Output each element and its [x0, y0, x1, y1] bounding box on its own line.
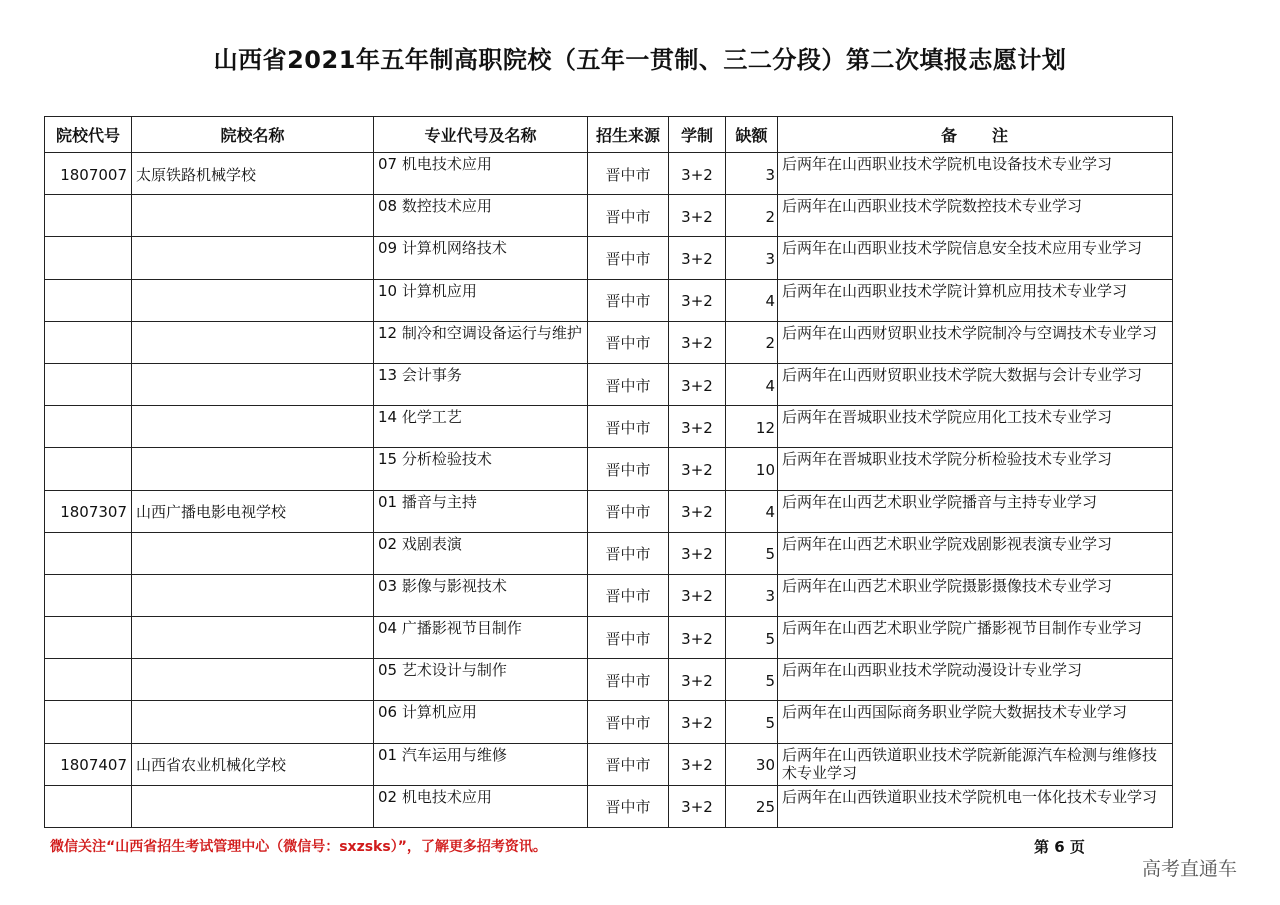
- school-name-cell: [132, 532, 374, 574]
- school-code-cell: [45, 448, 132, 490]
- school-code-cell: [45, 195, 132, 237]
- source-cell: 晋中市: [588, 363, 669, 405]
- header-note: 备 注: [778, 117, 1173, 153]
- length-cell: 3+2: [669, 363, 726, 405]
- source-cell: 晋中市: [588, 617, 669, 659]
- major-cell: 01 播音与主持: [374, 490, 588, 532]
- length-cell: 3+2: [669, 532, 726, 574]
- length-cell: 3+2: [669, 785, 726, 827]
- vacancy-cell: 3: [726, 153, 778, 195]
- school-code-cell: [45, 701, 132, 743]
- length-cell: 3+2: [669, 237, 726, 279]
- note-cell: 后两年在山西财贸职业技术学院大数据与会计专业学习: [778, 363, 1173, 405]
- table-header-row: [45, 117, 1173, 153]
- source-cell: 晋中市: [588, 321, 669, 363]
- note-cell: 后两年在山西铁道职业技术学院新能源汽车检测与维修技术专业学习: [778, 743, 1173, 785]
- major-cell: 10 计算机应用: [374, 279, 588, 321]
- header-vacancy: 缺额: [726, 117, 778, 153]
- school-name-cell: [132, 237, 374, 279]
- school-name-cell: 山西广播电影电视学校: [132, 490, 374, 532]
- note-cell: 后两年在山西职业技术学院数控技术专业学习: [778, 195, 1173, 237]
- length-cell: 3+2: [669, 448, 726, 490]
- note-cell: 后两年在山西铁道职业技术学院机电一体化技术专业学习: [778, 785, 1173, 827]
- table-row: [45, 785, 1173, 827]
- table-row: [45, 406, 1173, 448]
- vacancy-cell: 5: [726, 701, 778, 743]
- school-code-cell: [45, 659, 132, 701]
- school-code-cell: [45, 321, 132, 363]
- note-cell: 后两年在山西职业技术学院计算机应用技术专业学习: [778, 279, 1173, 321]
- vacancy-cell: 5: [726, 617, 778, 659]
- school-code-cell: [45, 279, 132, 321]
- school-code-cell: [45, 532, 132, 574]
- source-cell: 晋中市: [588, 701, 669, 743]
- source-cell: 晋中市: [588, 785, 669, 827]
- vacancy-cell: 3: [726, 237, 778, 279]
- school-name-cell: [132, 448, 374, 490]
- school-code-cell: 1807307: [45, 490, 132, 532]
- vacancy-cell: 5: [726, 659, 778, 701]
- note-cell: 后两年在山西艺术职业学院戏剧影视表演专业学习: [778, 532, 1173, 574]
- header-source: 招生来源: [588, 117, 669, 153]
- table-row: [45, 617, 1173, 659]
- major-cell: 12 制冷和空调设备运行与维护: [374, 321, 588, 363]
- page-number: 第 6 页: [1034, 838, 1085, 856]
- length-cell: 3+2: [669, 574, 726, 616]
- note-cell: 后两年在山西艺术职业学院广播影视节目制作专业学习: [778, 617, 1173, 659]
- length-cell: 3+2: [669, 406, 726, 448]
- school-name-cell: 太原铁路机械学校: [132, 153, 374, 195]
- school-name-cell: 山西省农业机械化学校: [132, 743, 374, 785]
- note-cell: 后两年在山西艺术职业学院播音与主持专业学习: [778, 490, 1173, 532]
- school-name-cell: [132, 406, 374, 448]
- school-code-cell: [45, 617, 132, 659]
- length-cell: 3+2: [669, 153, 726, 195]
- school-name-cell: [132, 195, 374, 237]
- major-cell: 02 戏剧表演: [374, 532, 588, 574]
- note-cell: 后两年在晋城职业技术学院分析检验技术专业学习: [778, 448, 1173, 490]
- school-code-cell: 1807407: [45, 743, 132, 785]
- school-name-cell: [132, 279, 374, 321]
- note-cell: 后两年在晋城职业技术学院应用化工技术专业学习: [778, 406, 1173, 448]
- table-row: [45, 448, 1173, 490]
- watermark: 高考直通车: [1142, 858, 1238, 880]
- source-cell: 晋中市: [588, 406, 669, 448]
- major-cell: 06 计算机应用: [374, 701, 588, 743]
- header-school-code: 院校代号: [45, 117, 132, 153]
- note-cell: 后两年在山西职业技术学院动漫设计专业学习: [778, 659, 1173, 701]
- table-row: [45, 279, 1173, 321]
- vacancy-cell: 4: [726, 363, 778, 405]
- table-row: [45, 490, 1173, 532]
- length-cell: 3+2: [669, 195, 726, 237]
- source-cell: 晋中市: [588, 237, 669, 279]
- table-row: [45, 237, 1173, 279]
- table-row: [45, 153, 1173, 195]
- table-row: [45, 532, 1173, 574]
- table-row: [45, 363, 1173, 405]
- school-name-cell: [132, 321, 374, 363]
- source-cell: 晋中市: [588, 574, 669, 616]
- major-cell: 05 艺术设计与制作: [374, 659, 588, 701]
- wechat-notice: 微信关注“山西省招生考试管理中心（微信号：sxzsks）”，了解更多招考资讯。: [50, 839, 547, 855]
- length-cell: 3+2: [669, 701, 726, 743]
- major-cell: 03 影像与影视技术: [374, 574, 588, 616]
- note-cell: 后两年在山西财贸职业技术学院制冷与空调技术专业学习: [778, 321, 1173, 363]
- school-code-cell: [45, 406, 132, 448]
- vacancy-cell: 4: [726, 279, 778, 321]
- major-cell: 09 计算机网络技术: [374, 237, 588, 279]
- major-cell: 14 化学工艺: [374, 406, 588, 448]
- major-cell: 08 数控技术应用: [374, 195, 588, 237]
- vacancy-cell: 2: [726, 321, 778, 363]
- note-cell: 后两年在山西职业技术学院信息安全技术应用专业学习: [778, 237, 1173, 279]
- vacancy-cell: 10: [726, 448, 778, 490]
- source-cell: 晋中市: [588, 153, 669, 195]
- vacancy-cell: 5: [726, 532, 778, 574]
- source-cell: 晋中市: [588, 490, 669, 532]
- school-name-cell: [132, 617, 374, 659]
- table-row: [45, 195, 1173, 237]
- length-cell: 3+2: [669, 279, 726, 321]
- source-cell: 晋中市: [588, 279, 669, 321]
- major-cell: 13 会计事务: [374, 363, 588, 405]
- major-cell: 02 机电技术应用: [374, 785, 588, 827]
- header-major: 专业代号及名称: [374, 117, 588, 153]
- major-cell: 01 汽车运用与维修: [374, 743, 588, 785]
- table-row: [45, 701, 1173, 743]
- length-cell: 3+2: [669, 321, 726, 363]
- source-cell: 晋中市: [588, 743, 669, 785]
- length-cell: 3+2: [669, 659, 726, 701]
- length-cell: 3+2: [669, 743, 726, 785]
- length-cell: 3+2: [669, 617, 726, 659]
- enrollment-plan-table: [44, 116, 1173, 828]
- school-name-cell: [132, 785, 374, 827]
- school-code-cell: [45, 574, 132, 616]
- school-code-cell: [45, 785, 132, 827]
- document-title: 山西省2021年五年制高职院校（五年一贯制、三二分段）第二次填报志愿计划: [213, 46, 1067, 74]
- header-school-name: 院校名称: [132, 117, 374, 153]
- major-cell: 07 机电技术应用: [374, 153, 588, 195]
- note-cell: 后两年在山西职业技术学院机电设备技术专业学习: [778, 153, 1173, 195]
- table-row: [45, 659, 1173, 701]
- school-code-cell: [45, 363, 132, 405]
- major-cell: 04 广播影视节目制作: [374, 617, 588, 659]
- source-cell: 晋中市: [588, 659, 669, 701]
- note-cell: 后两年在山西国际商务职业学院大数据技术专业学习: [778, 701, 1173, 743]
- school-code-cell: [45, 237, 132, 279]
- vacancy-cell: 12: [726, 406, 778, 448]
- length-cell: 3+2: [669, 490, 726, 532]
- school-name-cell: [132, 363, 374, 405]
- table-body: [45, 153, 1173, 828]
- school-name-cell: [132, 659, 374, 701]
- vacancy-cell: 3: [726, 574, 778, 616]
- vacancy-cell: 4: [726, 490, 778, 532]
- school-code-cell: 1807007: [45, 153, 132, 195]
- table-row: [45, 321, 1173, 363]
- major-cell: 15 分析检验技术: [374, 448, 588, 490]
- source-cell: 晋中市: [588, 195, 669, 237]
- vacancy-cell: 30: [726, 743, 778, 785]
- table-row: [45, 743, 1173, 785]
- vacancy-cell: 2: [726, 195, 778, 237]
- source-cell: 晋中市: [588, 448, 669, 490]
- note-cell: 后两年在山西艺术职业学院摄影摄像技术专业学习: [778, 574, 1173, 616]
- school-name-cell: [132, 574, 374, 616]
- school-name-cell: [132, 701, 374, 743]
- table-row: [45, 574, 1173, 616]
- source-cell: 晋中市: [588, 532, 669, 574]
- header-length: 学制: [669, 117, 726, 153]
- vacancy-cell: 25: [726, 785, 778, 827]
